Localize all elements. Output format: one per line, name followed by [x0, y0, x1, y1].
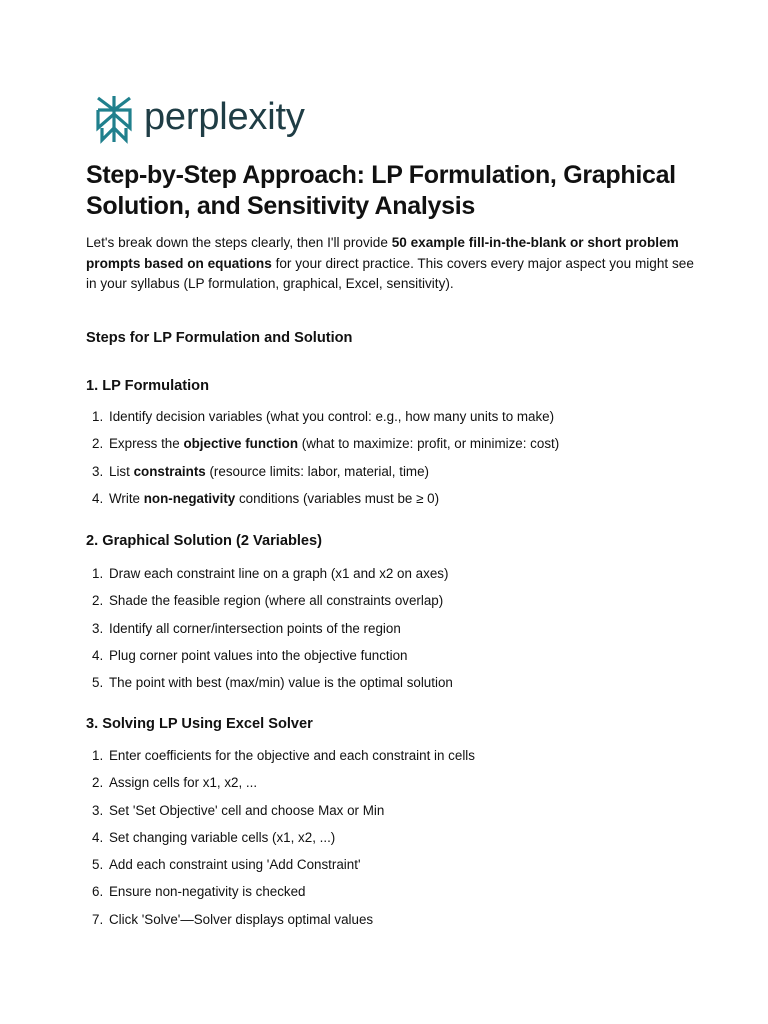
list-text: The point with best (max/min) value is the optimal solution: [109, 675, 453, 691]
list-number: 2.: [92, 436, 104, 452]
list-item: [86, 489, 706, 516]
list-number: 3.: [92, 463, 104, 479]
list-text: (what to maximize: profit, or minimize: cost): [298, 436, 560, 452]
list-item: [86, 434, 706, 461]
list-bold-text: non-negativity: [143, 490, 236, 506]
intro-text: Let's break down the steps clearly, then I'll provide: [86, 235, 392, 250]
list-number: 1.: [92, 748, 104, 763]
steps-heading: Steps for LP Formulation and Solution: [86, 330, 353, 346]
list-text: Plug corner point values into the objective function: [109, 647, 408, 663]
list-item: [86, 910, 706, 937]
list-number: 7.: [92, 911, 104, 927]
list-item: [86, 773, 706, 800]
list-text: Enter coefficients for the objective and each constraint in cells: [109, 748, 475, 763]
list-text: List: [109, 463, 134, 479]
list-text: Express the: [109, 436, 184, 452]
list-item: [86, 591, 706, 618]
intro-text-end: for your direct practice. This covers every major aspect you might see in your syllabus (LP formulation, graphical, Excel, sensitivity).: [86, 255, 694, 291]
list-item: [86, 673, 706, 700]
intro-bold-text: 50 example fill-in-the-blank or short problem prompts based on equations: [86, 235, 679, 271]
list-bold-text: objective function: [183, 436, 299, 452]
section-3-list: [86, 746, 706, 937]
list-item: [86, 564, 706, 591]
list-text: Ensure non-negativity is checked: [109, 884, 306, 900]
section-1-heading: 1. LP Formulation: [86, 378, 209, 394]
document-title: Step-by-Step Approach: LP Formulation, Graphical Solution, and Sensitivity Analysis: [86, 161, 676, 220]
list-text: Identify all corner/intersection points of the region: [109, 620, 401, 636]
list-number: 3.: [92, 620, 104, 636]
section-3-heading: 3. Solving LP Using Excel Solver: [86, 716, 313, 732]
list-item: [86, 619, 706, 646]
list-text: Draw each constraint line on a graph (x1 and x2 on axes): [109, 566, 449, 581]
list-number: 2.: [92, 593, 104, 609]
list-item: [86, 855, 706, 882]
list-number: 6.: [92, 884, 104, 900]
list-number: 5.: [92, 857, 104, 873]
perplexity-logo: [94, 94, 305, 144]
list-text: Set changing variable cells (x1, x2, ...): [109, 829, 336, 845]
section-2-heading: 2. Graphical Solution (2 Variables): [86, 533, 323, 549]
list-text: (resource limits: labor, material, time): [205, 463, 429, 479]
list-number: 5.: [92, 675, 104, 691]
section-1-list: [86, 407, 706, 516]
list-number: 4.: [92, 829, 104, 845]
list-number: 3.: [92, 802, 104, 818]
list-text: conditions (variables must be ≥ 0): [235, 490, 440, 506]
list-number: 1.: [92, 409, 104, 424]
list-item: [86, 407, 706, 434]
list-number: 4.: [92, 647, 104, 663]
list-item: [86, 801, 706, 828]
list-item: [86, 828, 706, 855]
list-text: Assign cells for x1, x2, ...: [109, 775, 258, 791]
list-item: [86, 462, 706, 489]
list-number: 1.: [92, 566, 104, 581]
perplexity-wordmark: perplexity: [144, 96, 305, 138]
list-item: [86, 882, 706, 909]
list-text: Identify decision variables (what you control: e.g., how many units to make): [109, 409, 555, 424]
list-item: [86, 746, 706, 773]
list-number: 2.: [92, 775, 104, 791]
list-number: 4.: [92, 490, 104, 506]
intro-paragraph: [86, 233, 696, 295]
list-text: Add each constraint using 'Add Constraint': [109, 857, 361, 873]
list-text: Write: [109, 490, 144, 506]
list-text: Shade the feasible region (where all constraints overlap): [109, 593, 444, 609]
list-text: Click 'Solve'—Solver displays optimal values: [109, 911, 374, 927]
list-item: [86, 646, 706, 673]
list-bold-text: constraints: [133, 463, 206, 479]
perplexity-logo-icon: [94, 94, 134, 144]
section-2-list: [86, 564, 706, 700]
list-text: Set 'Set Objective' cell and choose Max or Min: [109, 802, 385, 818]
